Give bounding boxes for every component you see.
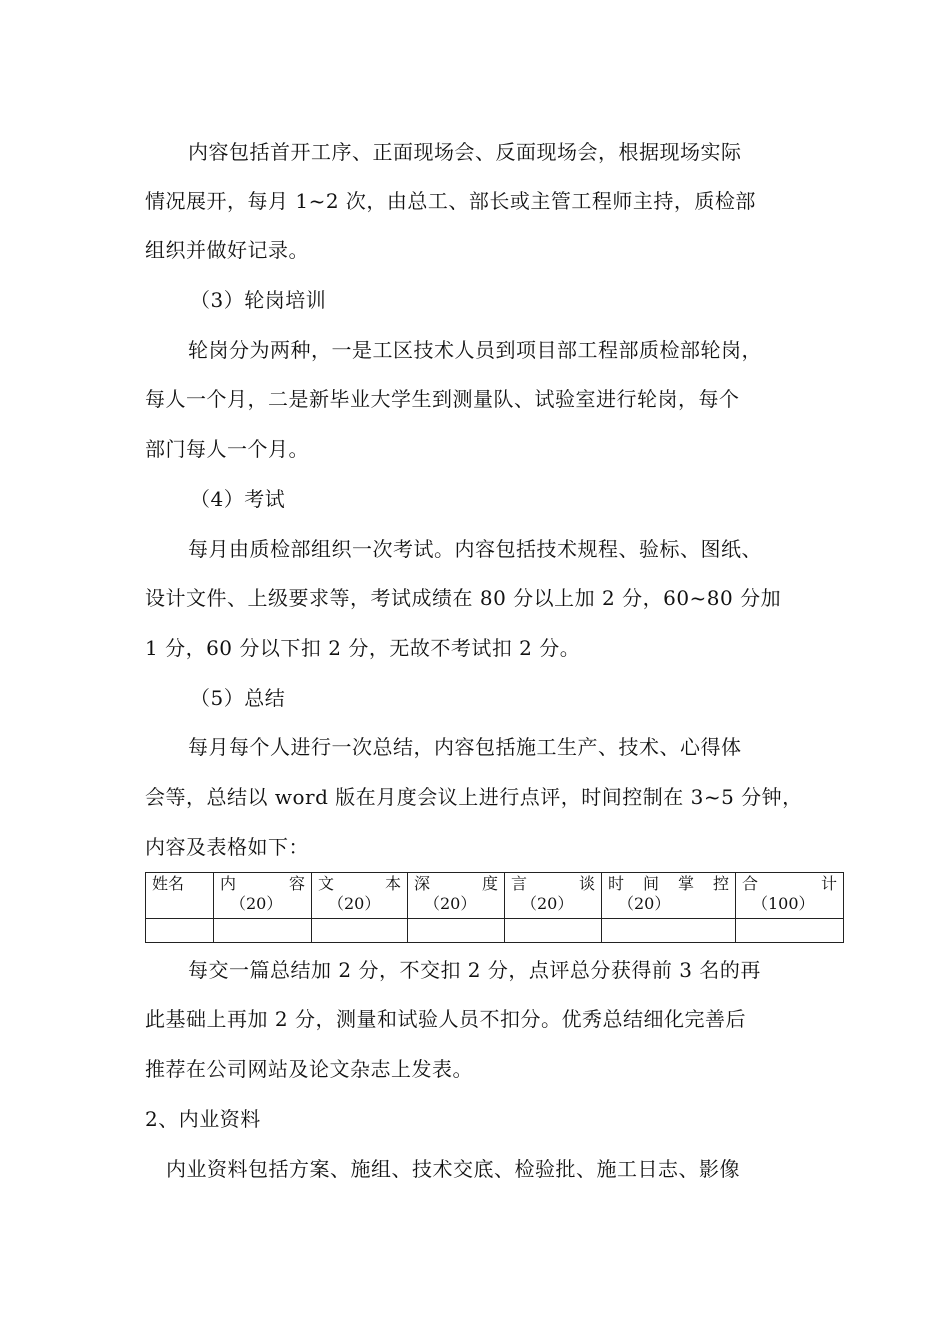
paragraph-line: 内容包括首开工序、正面现场会、反面现场会，根据现场实际 (188, 140, 742, 164)
table-cell (214, 919, 312, 943)
paragraph-line: 设计文件、上级要求等，考试成绩在 80 分以上加 2 分，60~80 分加 (145, 586, 782, 610)
paragraph-line: 每月由质检部组织一次考试。内容包括技术规程、验标、图纸、 (188, 537, 762, 561)
section-heading: （3）轮岗培训 (190, 288, 327, 312)
paragraph-line: 内业资料包括方案、施组、技术交底、检验批、施工日志、影像 (166, 1157, 740, 1181)
section-heading: （4）考试 (190, 487, 286, 511)
paragraph-line: 部门每人一个月。 (145, 437, 309, 461)
paragraph-line: 每人一个月，二是新毕业大学生到测量队、试验室进行轮岗，每个 (145, 387, 740, 411)
paragraph-line: 组织并做好记录。 (145, 238, 309, 262)
header-cell-name: 姓名 (146, 873, 214, 919)
section-heading: （5）总结 (190, 686, 286, 710)
table-header-row (146, 873, 844, 919)
paragraph-line: 内容及表格如下： (145, 835, 309, 859)
header-cell-text: 文 本 （20） (312, 873, 408, 919)
paragraph-line: 情况展开，每月 1~2 次，由总工、部长或主管工程师主持，质检部 (145, 189, 756, 213)
paragraph-line: 1 分，60 分以下扣 2 分，无故不考试扣 2 分。 (145, 636, 581, 660)
paragraph-line: 轮岗分为两种，一是工区技术人员到项目部工程部质检部轮岗， (188, 338, 762, 362)
table-cell (146, 919, 214, 943)
table-row (146, 919, 844, 943)
summary-score-table (145, 872, 844, 943)
table-cell (408, 919, 505, 943)
header-cell-time-control: 时 间 掌 控 （20） (602, 873, 736, 919)
header-cell-total: 合 计 （100） (736, 873, 844, 919)
paragraph-line: 每交一篇总结加 2 分，不交扣 2 分，点评总分获得前 3 名的再 (188, 958, 761, 982)
paragraph-line: 推荐在公司网站及论文杂志上发表。 (145, 1057, 473, 1081)
section-heading: 2、内业资料 (145, 1107, 261, 1131)
table-cell (736, 919, 844, 943)
table-cell (312, 919, 408, 943)
header-cell-content: 内 容 （20） (214, 873, 312, 919)
table-cell (505, 919, 602, 943)
paragraph-line: 每月每个人进行一次总结，内容包括施工生产、技术、心得体 (188, 735, 742, 759)
paragraph-line: 此基础上再加 2 分，测量和试验人员不扣分。优秀总结细化完善后 (145, 1007, 746, 1031)
header-cell-speech: 言 谈 （20） (505, 873, 602, 919)
table-cell (602, 919, 736, 943)
paragraph-line: 会等，总结以 word 版在月度会议上进行点评，时间控制在 3~5 分钟， (145, 785, 803, 809)
header-cell-depth: 深 度 （20） (408, 873, 505, 919)
